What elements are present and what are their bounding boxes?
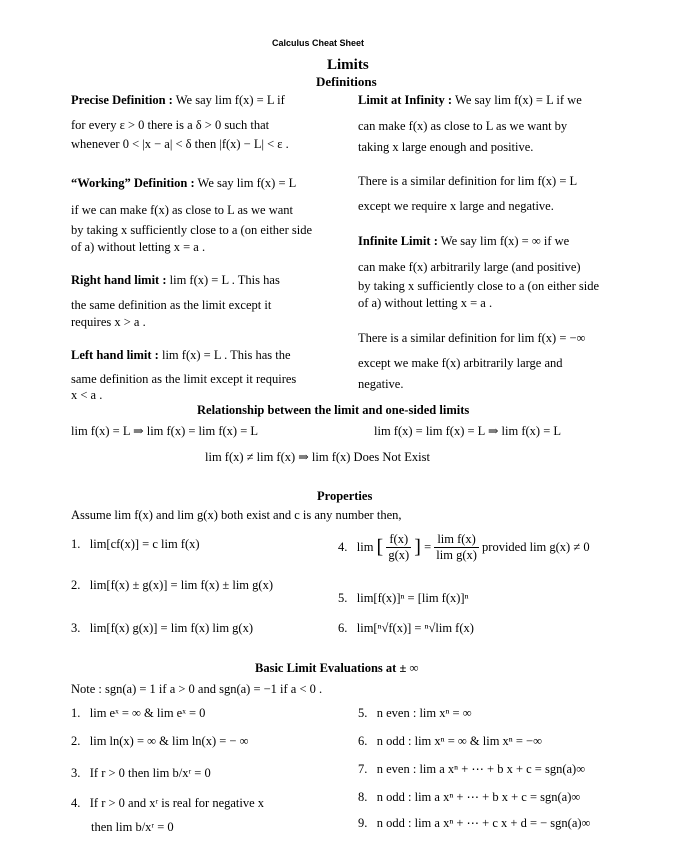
infinite-limit-line-2: can make f(x) arbitrarily large (and positive)	[358, 260, 581, 274]
left-hand-limit-line-2: same definition as the limit except it requires	[71, 372, 297, 386]
basic-limit-5	[358, 706, 472, 721]
property-4-numerator-right: lim f(x)	[434, 532, 479, 548]
infinite-limit-title: Infinite Limit :	[358, 234, 438, 248]
precise-definition-line-2: for every ε > 0 there is a δ > 0 such that	[71, 118, 270, 132]
property-6-number: 6.	[338, 621, 348, 635]
limit-at-neg-infinity-line-1: There is a similar definition for lim f(x) = L	[358, 174, 578, 188]
neg-infinite-limit-line-1: There is a similar definition for lim f(x) = −∞	[358, 331, 586, 345]
basic-limit-5-number: 5.	[358, 706, 368, 720]
property-4-number: 4.	[338, 540, 348, 554]
basic-limit-3-number: 3.	[71, 766, 81, 780]
property-6	[338, 621, 474, 636]
section-heading-limits: Limits	[327, 57, 369, 73]
relationship-row-1-left: lim f(x) = L ⇒ lim f(x) = lim f(x) = L	[71, 424, 259, 438]
basic-limit-8-formula: n odd : lim a xⁿ + ⋯ + b x + c = sgn(a)∞	[376, 790, 581, 804]
working-definition-line-1	[71, 176, 296, 191]
working-definition-line-2: if we can make f(x) as close to L as we want	[71, 203, 294, 217]
basic-limit-7-formula: n even : lim a xⁿ + ⋯ + b x + c = sgn(a)∞	[376, 762, 586, 776]
working-definition-line-3: by taking x sufficiently close to a (on either side	[71, 223, 313, 237]
basic-limit-3-formula: If r > 0 then lim b/xʳ = 0	[89, 766, 211, 780]
property-2-number: 2.	[71, 578, 81, 592]
property-4	[338, 532, 590, 563]
property-4-lim-label: lim	[356, 540, 374, 554]
infinite-limit-line-4: of a) without letting x = a .	[358, 296, 493, 310]
property-4-bracket-close: ]	[414, 536, 421, 558]
property-4-denominator-right: lim g(x)	[436, 548, 477, 562]
limit-at-infinity-title: Limit at Infinity :	[358, 93, 453, 107]
property-1	[71, 537, 200, 552]
basic-limit-7	[358, 761, 585, 777]
basic-limit-1-number: 1.	[71, 706, 81, 720]
property-2	[71, 578, 273, 593]
properties-heading: Properties	[317, 489, 373, 503]
property-1-formula: lim[cf(x)] = c lim f(x)	[89, 537, 200, 551]
relationship-heading: Relationship between the limit and one-sided limits	[197, 403, 470, 417]
basic-limit-3	[71, 766, 211, 781]
right-hand-limit-line-1	[71, 273, 280, 288]
basic-limit-4-line-2: then lim b/xʳ = 0	[91, 820, 174, 834]
left-hand-limit-line-1	[71, 348, 291, 363]
property-4-denominator-left: g(x)	[388, 548, 410, 562]
right-hand-limit-title: Right hand limit :	[71, 273, 167, 287]
basic-limit-7-number: 7.	[358, 762, 368, 776]
right-hand-limit-line-3: requires x > a .	[71, 315, 146, 329]
property-5-number: 5.	[338, 591, 348, 605]
basic-limit-1-formula: lim eˣ = ∞ & lim eˣ = 0	[89, 706, 206, 720]
property-4-fraction-left	[386, 532, 411, 563]
property-6-formula: lim[ⁿ√f(x)] = ⁿ√lim f(x)	[356, 621, 474, 635]
limit-at-infinity-line-1	[358, 93, 582, 108]
page-title: Calculus Cheat Sheet	[272, 38, 365, 48]
property-4-fraction-right	[434, 532, 479, 563]
basic-limit-6	[358, 734, 542, 749]
infinite-limit-line-1	[358, 234, 569, 249]
precise-definition-line-1	[71, 93, 285, 108]
limit-at-infinity-line-2: can make f(x) as close to L as we want by	[358, 119, 568, 133]
property-1-number: 1.	[71, 537, 81, 551]
limit-at-neg-infinity-line-2: except we require x large and negative.	[358, 199, 554, 213]
basic-limit-4-line-1	[71, 796, 264, 811]
basic-limit-9-number: 9.	[358, 816, 368, 830]
property-3-formula: lim[f(x) g(x)] = lim f(x) lim g(x)	[89, 621, 254, 635]
basic-limit-6-number: 6.	[358, 734, 368, 748]
basic-limit-5-formula: n even : lim xⁿ = ∞	[376, 706, 472, 720]
neg-infinite-limit-line-2: except we make f(x) arbitrarily large and	[358, 356, 563, 370]
subsection-heading-definitions: Definitions	[316, 74, 377, 89]
basic-limit-8-number: 8.	[358, 790, 368, 804]
left-hand-limit-title: Left hand limit :	[71, 348, 159, 362]
basic-limit-6-formula: n odd : lim xⁿ = ∞ & lim xⁿ = −∞	[376, 734, 543, 748]
basic-limit-2-formula: lim ln(x) = ∞ & lim ln(x) = − ∞	[89, 734, 249, 748]
property-5-formula: lim[f(x)]ⁿ = [lim f(x)]ⁿ	[356, 591, 469, 605]
property-2-formula: lim[f(x) ± g(x)] = lim f(x) ± lim g(x)	[89, 578, 273, 592]
property-4-equals: =	[424, 540, 432, 554]
basic-limit-2	[71, 734, 249, 749]
precise-definition-line-3: whenever 0 < |x − a| < δ then |f(x) − L| < ε .	[71, 137, 289, 151]
basic-limit-8	[358, 789, 580, 805]
property-4-condition: provided lim g(x) ≠ 0	[482, 540, 590, 554]
property-3-number: 3.	[71, 621, 81, 635]
right-hand-limit-text-1: lim f(x) = L . This has	[169, 273, 280, 287]
precise-definition-text-1: We say lim f(x) = L if	[175, 93, 285, 107]
precise-definition-title: Precise Definition :	[71, 93, 173, 107]
infinite-limit-text-1: We say lim f(x) = ∞ if we	[440, 234, 570, 248]
relationship-row-2: lim f(x) ≠ lim f(x) ⇒ lim f(x) Does Not Exist	[205, 450, 430, 464]
working-definition-text-1: We say lim f(x) = L	[197, 176, 297, 190]
infinite-limit-line-3: by taking x sufficiently close to a (on either side	[358, 279, 600, 293]
properties-assumption: Assume lim f(x) and lim g(x) both exist and c is any number then,	[71, 508, 402, 522]
property-4-numerator-left: f(x)	[386, 532, 411, 548]
basic-limit-2-number: 2.	[71, 734, 81, 748]
working-definition-title: “Working” Definition :	[71, 176, 195, 190]
basic-limit-4-formula-1: If r > 0 and xʳ is real for negative x	[89, 796, 265, 810]
property-4-bracket-open: [	[376, 536, 384, 558]
property-5	[338, 591, 469, 606]
basic-limit-9	[358, 815, 590, 831]
limit-at-infinity-text-1: We say lim f(x) = L if we	[455, 93, 582, 107]
left-hand-limit-text-1: lim f(x) = L . This has the	[161, 348, 291, 362]
left-hand-limit-line-3: x < a .	[71, 388, 103, 402]
right-hand-limit-line-2: the same definition as the limit except it	[71, 298, 272, 312]
basic-limits-heading: Basic Limit Evaluations at ± ∞	[255, 661, 419, 675]
basic-limit-4-number: 4.	[71, 796, 81, 810]
basic-limits-note: Note : sgn(a) = 1 if a > 0 and sgn(a) = −1 if a < 0 .	[71, 682, 323, 696]
property-3	[71, 621, 253, 636]
neg-infinite-limit-line-3: negative.	[358, 377, 404, 391]
working-definition-line-4: of a) without letting x = a .	[71, 240, 206, 254]
basic-limit-1	[71, 706, 205, 721]
relationship-row-1-right: lim f(x) = lim f(x) = L ⇒ lim f(x) = L	[374, 424, 562, 438]
limit-at-infinity-line-3: taking x large enough and positive.	[358, 140, 534, 154]
basic-limit-9-formula: n odd : lim a xⁿ + ⋯ + c x + d = − sgn(a)∞	[376, 816, 591, 830]
